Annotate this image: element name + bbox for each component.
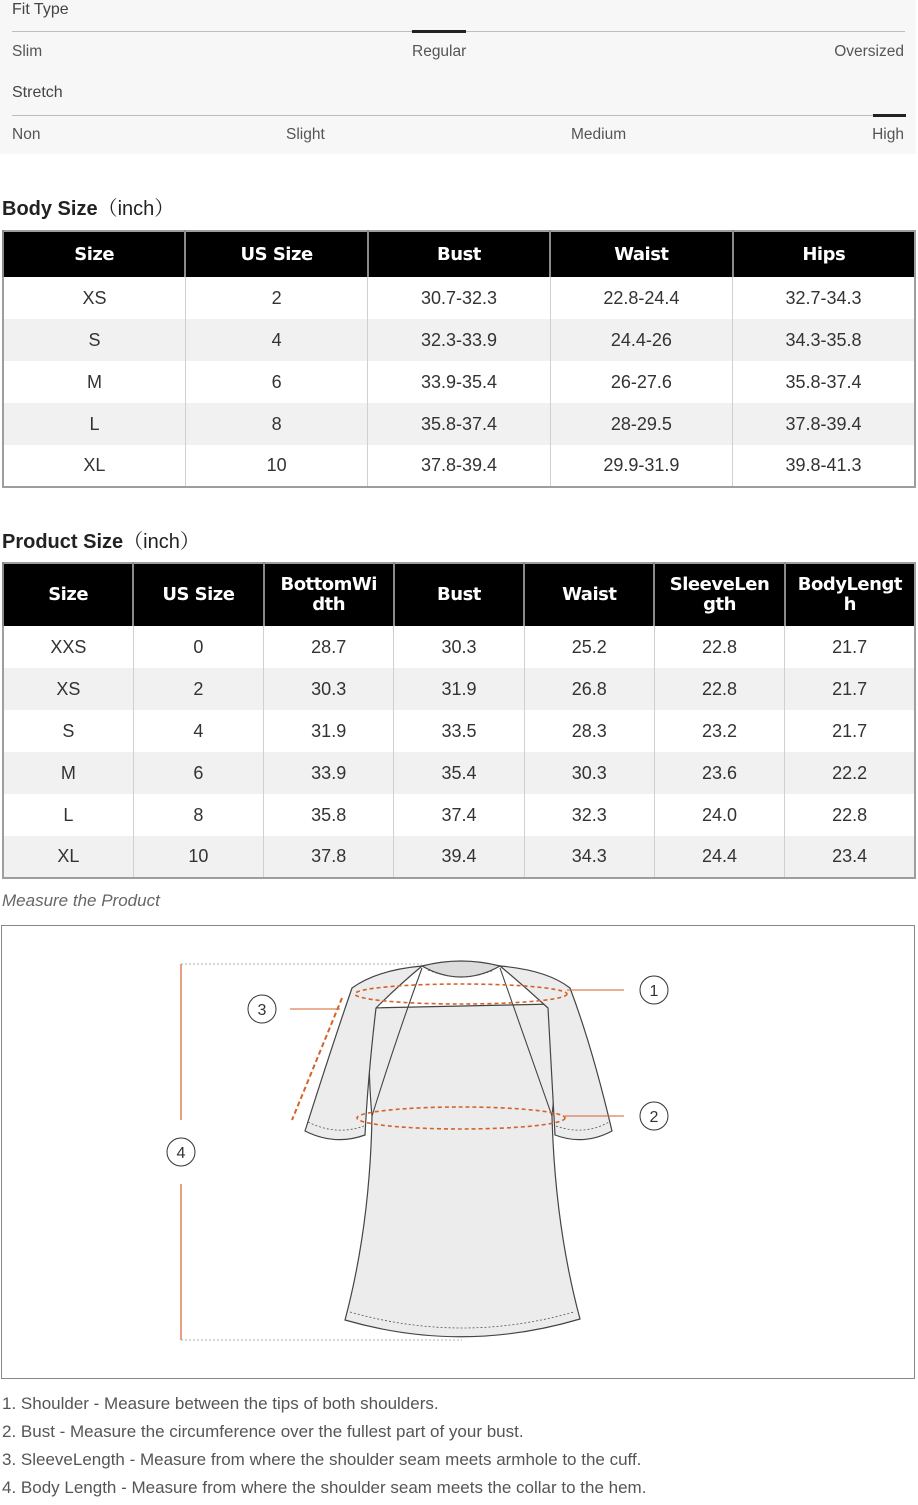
marker-4 (167, 1138, 195, 1166)
tshirt-body (345, 1004, 580, 1337)
table-cell: 8 (185, 403, 367, 445)
marker-1 (640, 976, 668, 1004)
table-cell: 31.9 (264, 710, 394, 752)
measurement-notes (2, 1393, 646, 1505)
table-cell: 6 (133, 752, 263, 794)
table-cell: 35.8 (264, 794, 394, 836)
table-cell: 26.8 (524, 668, 654, 710)
table-cell: 23.6 (654, 752, 784, 794)
column-header: Waist (524, 563, 654, 626)
table-cell: 30.7-32.3 (368, 277, 550, 319)
table-cell: 8 (133, 794, 263, 836)
svg-text:4: 4 (176, 1145, 186, 1162)
fit-type-title: Fit Type (12, 1, 69, 18)
note-bust: 2. Bust - Measure the circumference over the fullest part of your bust. (2, 1422, 524, 1441)
column-header: US Size (133, 563, 263, 626)
table-cell: L (3, 794, 133, 836)
stretch-scale-line (12, 115, 905, 116)
svg-text:2: 2 (649, 1109, 659, 1126)
table-cell: 22.8 (832, 804, 868, 825)
table-cell: L (3, 403, 185, 445)
measure-caption: Measure the Product (2, 891, 160, 910)
table-cell: XL (3, 445, 185, 487)
column-header: BodyLengt h (785, 563, 915, 626)
fit-label-regular: Regular (412, 43, 467, 60)
table-cell: XXS (3, 626, 133, 668)
table-cell: 4 (133, 710, 263, 752)
table-cell: 22.2 (785, 752, 915, 794)
marker-2 (640, 1102, 668, 1130)
table-cell: 4 (185, 319, 367, 361)
collar (422, 961, 500, 977)
product-size-heading: Product Size（inch） (2, 531, 200, 553)
table-row (3, 277, 915, 319)
table-cell: 37.8-39.4 (733, 403, 915, 445)
table-row (3, 668, 915, 710)
table-cell: M (3, 752, 133, 794)
stretch-label-non: Non (12, 126, 41, 143)
table-cell: 31.9 (394, 668, 524, 710)
table-cell: M (3, 361, 185, 403)
fit-type-selected-marker (412, 30, 466, 33)
fit-stretch-panel (0, 0, 916, 154)
table-cell: 37.8-39.4 (368, 445, 550, 487)
table-row (3, 752, 915, 794)
product-size-table (2, 562, 916, 879)
note-body-length: 4. Body Length - Measure from where the shoulder seam meets the collar to the hem. (2, 1478, 647, 1497)
column-header: Bust (394, 563, 524, 626)
column-header: US Size (185, 231, 367, 277)
table-row (3, 361, 915, 403)
svg-text:3: 3 (257, 1002, 267, 1019)
table-cell: 28.7 (264, 626, 394, 668)
table-cell: 25.2 (524, 626, 654, 668)
table-cell: 32.3-33.9 (368, 319, 550, 361)
table-cell: 35.8-37.4 (785, 371, 862, 392)
column-header: Hips (733, 231, 915, 277)
fit-label-slim: Slim (12, 43, 43, 60)
body-size-table (2, 230, 916, 488)
table-cell: 28.3 (524, 710, 654, 752)
body-size-heading: Body Size（inch） (2, 198, 175, 220)
stretch-label-medium: Medium (571, 126, 627, 143)
table-cell: 30.3 (394, 626, 524, 668)
table-cell: 0 (133, 626, 263, 668)
table-cell: 28-29.5 (550, 403, 732, 445)
table-cell: 39.8-41.3 (785, 455, 862, 475)
table-cell: S (3, 319, 185, 361)
table-header-row (3, 231, 915, 277)
column-header: BottomWi dth (264, 563, 394, 626)
table-cell: 2 (185, 277, 367, 319)
table-cell: 24.0 (654, 794, 784, 836)
note-shoulder: 1. Shoulder - Measure between the tips of both shoulders. (2, 1394, 439, 1413)
table-row (3, 710, 915, 752)
stretch-selected-marker (873, 114, 906, 117)
table-cell: 29.9-31.9 (550, 445, 732, 487)
tshirt-illustration (2, 926, 914, 1378)
table-cell: 32.7-34.3 (785, 287, 862, 308)
column-header: Bust (368, 231, 550, 277)
table-cell: 24.4 (654, 836, 784, 878)
table-cell: 34.3-35.8 (733, 319, 915, 361)
table-cell: 32.3 (524, 794, 654, 836)
table-cell: 6 (185, 361, 367, 403)
table-row (3, 794, 915, 836)
marker-3 (248, 995, 276, 1023)
table-cell: 21.7 (785, 668, 915, 710)
table-cell: 35.4 (394, 752, 524, 794)
table-row (3, 445, 915, 487)
column-header: Waist (550, 231, 732, 277)
table-row (3, 836, 915, 878)
table-cell: 2 (133, 668, 263, 710)
table-cell: 37.4 (394, 794, 524, 836)
table-cell: XS (3, 277, 185, 319)
stretch-label-slight: Slight (286, 126, 325, 143)
table-cell: 10 (185, 445, 367, 487)
table-cell: 30.3 (524, 752, 654, 794)
table-cell: 30.3 (264, 668, 394, 710)
table-header-row (3, 563, 915, 626)
stretch-label-high: High (872, 126, 904, 143)
table-cell: 21.7 (832, 636, 868, 657)
table-cell: 10 (133, 836, 263, 878)
note-sleeve-length: 3. SleeveLength - Measure from where the shoulder seam meets armhole to the cuff. (2, 1450, 642, 1469)
table-row (3, 626, 915, 668)
table-cell: 34.3 (524, 836, 654, 878)
table-cell: 33.5 (394, 710, 524, 752)
table-cell: 23.4 (785, 836, 915, 878)
table-cell: 22.8 (654, 668, 784, 710)
table-cell: XS (3, 668, 133, 710)
table-cell: 33.9-35.4 (368, 361, 550, 403)
column-header: Size (3, 231, 185, 277)
table-cell: 21.7 (832, 720, 868, 741)
table-row (3, 319, 915, 361)
column-header: SleeveLen gth (654, 563, 784, 626)
measurement-diagram (1, 925, 915, 1379)
table-cell: 22.8 (654, 626, 784, 668)
table-cell: 24.4-26 (550, 319, 732, 361)
column-header: Size (3, 563, 133, 626)
table-cell: 23.2 (654, 710, 784, 752)
table-row (3, 403, 915, 445)
stretch-title: Stretch (12, 84, 63, 101)
table-cell: 39.4 (394, 836, 524, 878)
table-cell: 22.8-24.4 (550, 277, 732, 319)
table-cell: 26-27.6 (550, 361, 732, 403)
svg-text:1: 1 (649, 983, 659, 1000)
table-cell: 33.9 (264, 752, 394, 794)
table-cell: 37.8 (264, 836, 394, 878)
fit-label-oversized: Oversized (834, 43, 904, 60)
table-cell: XL (3, 836, 133, 878)
table-cell: 35.8-37.4 (368, 403, 550, 445)
table-cell: S (3, 710, 133, 752)
